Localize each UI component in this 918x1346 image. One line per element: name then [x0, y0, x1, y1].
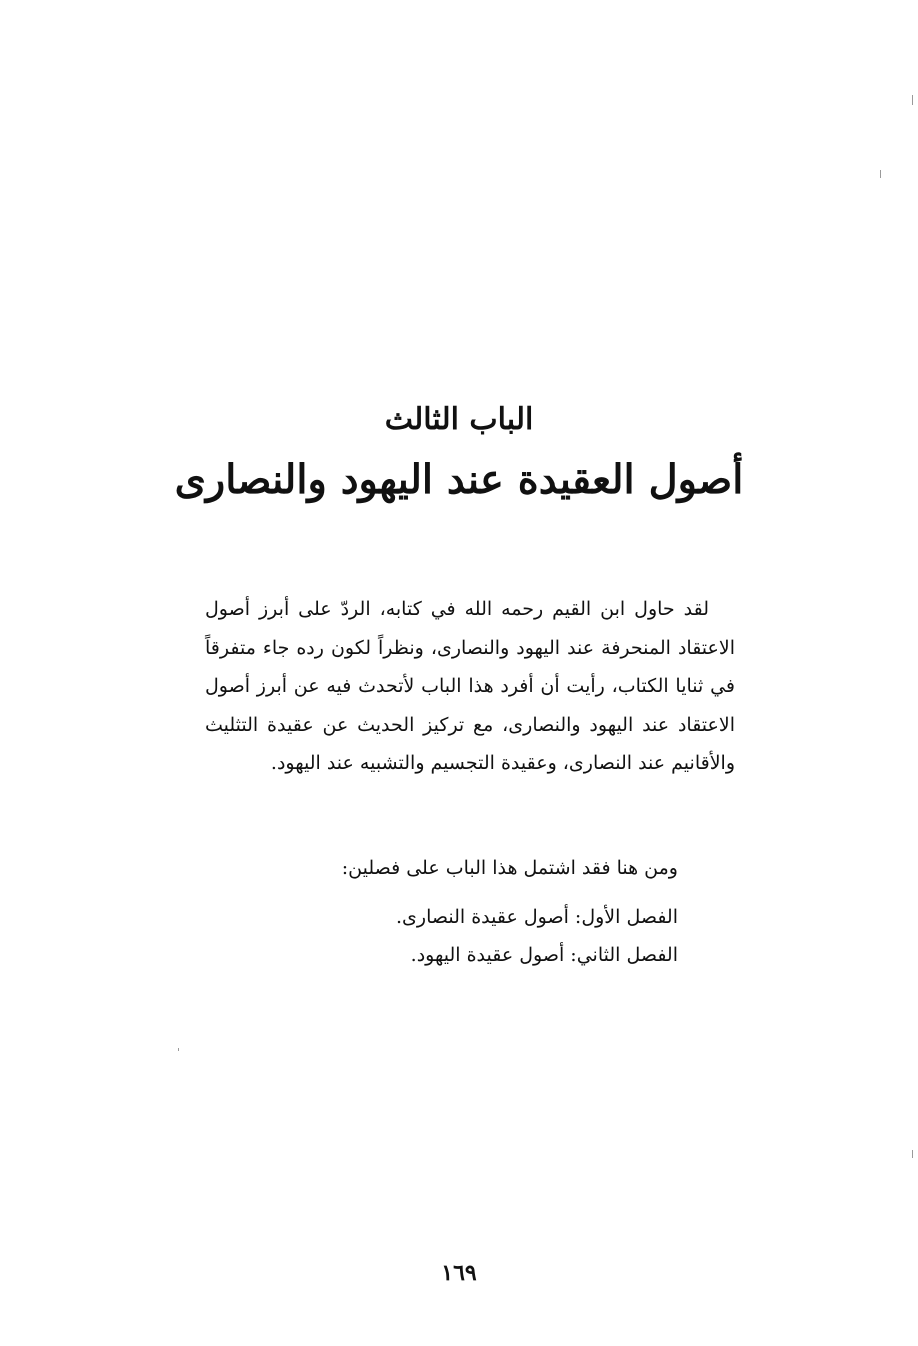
scan-speck — [912, 1150, 913, 1158]
scan-speck — [912, 95, 913, 105]
page-number: ١٦٩ — [441, 1260, 477, 1286]
chapter-item-1: الفصل الأول: أصول عقيدة النصارى. — [396, 906, 678, 928]
scan-speck — [880, 170, 881, 178]
chapter-item-2: الفصل الثاني: أصول عقيدة اليهود. — [410, 944, 678, 966]
part-title: أصول العقيدة عند اليهود والنصارى — [174, 456, 744, 503]
chapter-list — [396, 898, 678, 974]
chapters-lead-in: ومن هنا فقد اشتمل هذا الباب على فصلين: — [341, 857, 678, 879]
scan-speck — [178, 1048, 179, 1051]
part-label: الباب الثالث — [384, 402, 534, 437]
intro-paragraph: لقد حاول ابن القيم رحمه الله في كتابه، الردّ على أبرز أصول الاعتقاد المنحرفة عند اليهود والنصارى، ونظراً لكون رده جاء متفرقاً في ثنايا الكتاب، رأيت أن أفرد هذا الباب لأتحدث فيه عن أبرز أصول الاعتقاد عند اليهود والنصارى، مع تركيز الحديث عن عقيدة التثليث والأقانيم عند النصارى، وعقيدة التجسيم والتشبيه عند اليهود. — [205, 598, 735, 775]
